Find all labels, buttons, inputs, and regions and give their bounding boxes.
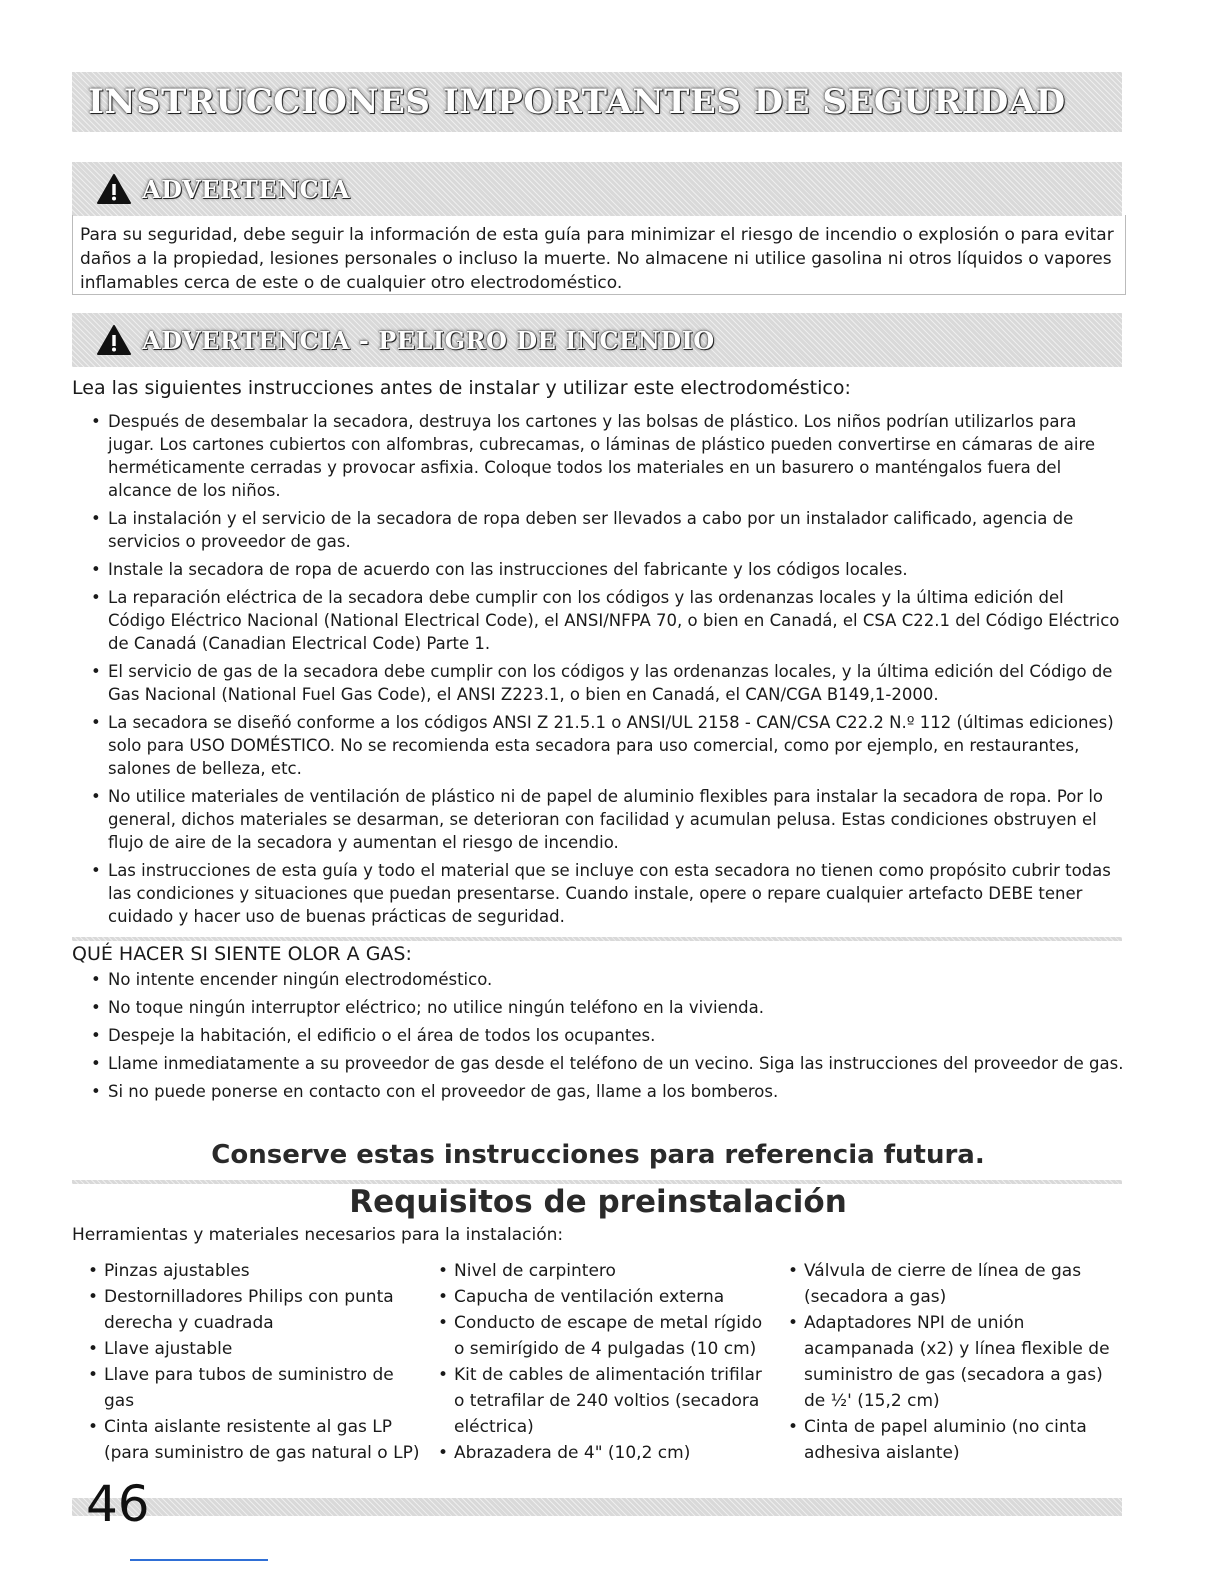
list-item: • Cinta aislante resistente al gas LP (para suministro de gas natural o LP) [86, 1414, 422, 1466]
gas-list [72, 968, 1124, 1108]
page-number: 46 [86, 1475, 150, 1533]
list-item: • Si no puede ponerse en contacto con el proveedor de gas, llame a los bomberos. [72, 1080, 1124, 1103]
tools-column-1 [86, 1258, 422, 1466]
warning-icon [96, 173, 132, 205]
list-item: • El servicio de gas de la secadora debe cumplir con los códigos y las ordenanzas locales, y la última edición del Código de Gas Nacional (National Fuel Gas Code), el ANSI Z223.1, o bien en Canadá, el CAN/CGA B149,1-2000. [72, 660, 1124, 706]
requirements-intro: Herramientas y materiales necesarios para la instalación: [72, 1225, 564, 1245]
fire-warning-list [72, 410, 1124, 933]
warning-title: ADVERTENCIA [142, 174, 350, 204]
list-item: • Las instrucciones de esta guía y todo el material que se incluye con esta secadora no tienen como propósito cubrir todas las condiciones y situaciones que puedan presentarse. Cuando instale, opere o repare cualquier artefacto DEBE tener cuidado y hacer uso de buenas prácticas de seguridad. [72, 859, 1124, 928]
list-item: • Nivel de carpintero [436, 1258, 776, 1284]
list-item: • Válvula de cierre de línea de gas (secadora a gas) [786, 1258, 1122, 1310]
list-item: • Conducto de escape de metal rígido o semirígido de 4 pulgadas (10 cm) [436, 1310, 776, 1362]
tools-column-2 [436, 1258, 776, 1466]
list-item: • Kit de cables de alimentación trifilar o tetrafilar de 240 voltios (secadora eléctrica) [436, 1362, 776, 1440]
fire-warning-title: ADVERTENCIA - PELIGRO DE INCENDIO [142, 325, 715, 355]
gas-section-title: QUÉ HACER SI SIENTE OLOR A GAS: [72, 943, 412, 965]
list-item: • La secadora se diseñó conforme a los códigos ANSI Z 21.5.1 o ANSI/UL 2158 - CAN/CSA C22.2 N.º 112 (últimas ediciones) solo para USO DOMÉSTICO. No se recomienda esta secadora para uso comercial, como por ejemplo, en restaurantes, salones de belleza, etc. [72, 711, 1124, 780]
list-item: • Pinzas ajustables [86, 1258, 422, 1284]
list-item: • Después de desembalar la secadora, destruya los cartones y las bolsas de plástico. Los niños podrían utilizarlos para jugar. Los cartones cubiertos con alfombras, cubrecamas, o láminas de plástico pueden convertirse en cámaras de aire herméticamente cerradas y provocar asfixia. Coloque todos los materiales en un basurero o manténgalos fuera del alcance de los niños. [72, 410, 1124, 502]
list-item: • Destornilladores Philips con punta derecha y cuadrada [86, 1284, 422, 1336]
tools-column-3 [786, 1258, 1122, 1466]
divider [72, 937, 1122, 941]
list-item: • Abrazadera de 4" (10,2 cm) [436, 1440, 776, 1466]
conserve-note: Conserve estas instrucciones para referencia futura. [211, 1140, 985, 1170]
page-header-banner [72, 72, 1122, 132]
list-item: • La reparación eléctrica de la secadora debe cumplir con los códigos y las ordenanzas locales y la última edición del Código Eléctrico Nacional (National Electrical Code), el ANSI/NFPA 70, o bien en Canadá, el CSA C22.1 del Código Eléctrico de Canadá (Canadian Electrical Code) Parte 1. [72, 586, 1124, 655]
warning-text: Para su seguridad, debe seguir la información de esta guía para minimizar el riesgo de incendio o explosión o para evitar daños a la propiedad, lesiones personales o incluso la muerte. No almacene ni utilice gasolina ni otros líquidos o vapores inflamables cerca de este o de cualquier otro electrodoméstico. [80, 225, 1114, 293]
list-item: • Llave ajustable [86, 1336, 422, 1362]
fire-warning-banner [72, 313, 1122, 367]
list-item: • Cinta de papel aluminio (no cinta adhesiva aislante) [786, 1414, 1122, 1466]
list-item: • Despeje la habitación, el edificio o el área de todos los ocupantes. [72, 1024, 1124, 1047]
list-item: • No utilice materiales de ventilación de plástico ni de papel de aluminio flexibles para instalar la secadora de ropa. Por lo general, dichos materiales se desarman, se deterioran con facilidad y acumulan pelusa. Estas condiciones obstruyen el flujo de aire de la secadora y aumentan el riesgo de incendio. [72, 785, 1124, 854]
fire-warning-intro: Lea las siguientes instrucciones antes de instalar y utilizar este electrodoméstico: [72, 377, 851, 399]
page-title: INSTRUCCIONES IMPORTANTES DE SEGURIDAD [88, 82, 1066, 122]
list-item: • Instale la secadora de ropa de acuerdo con las instrucciones del fabricante y los códigos locales. [72, 558, 1124, 581]
list-item: • No toque ningún interruptor eléctrico; no utilice ningún teléfono en la vivienda. [72, 996, 1124, 1019]
list-item: • Llame inmediatamente a su proveedor de gas desde el teléfono de un vecino. Siga las instrucciones del proveedor de gas. [72, 1052, 1124, 1075]
list-item: • Capucha de ventilación externa [436, 1284, 776, 1310]
list-item: • La instalación y el servicio de la secadora de ropa deben ser llevados a cabo por un instalador calificado, agencia de servicios o proveedor de gas. [72, 507, 1124, 553]
warning-icon [96, 324, 132, 356]
list-item: • Adaptadores NPI de unión acampanada (x2) y línea flexible de suministro de gas (secadora a gas) de ½' (15,2 cm) [786, 1310, 1122, 1414]
list-item: • No intente encender ningún electrodoméstico. [72, 968, 1124, 991]
list-item: • Llave para tubos de suministro de gas [86, 1362, 422, 1414]
warning-banner [72, 162, 1122, 216]
requirements-title: Requisitos de preinstalación [349, 1184, 847, 1220]
footer-bar [72, 1498, 1122, 1516]
blue-rule [130, 1559, 268, 1561]
